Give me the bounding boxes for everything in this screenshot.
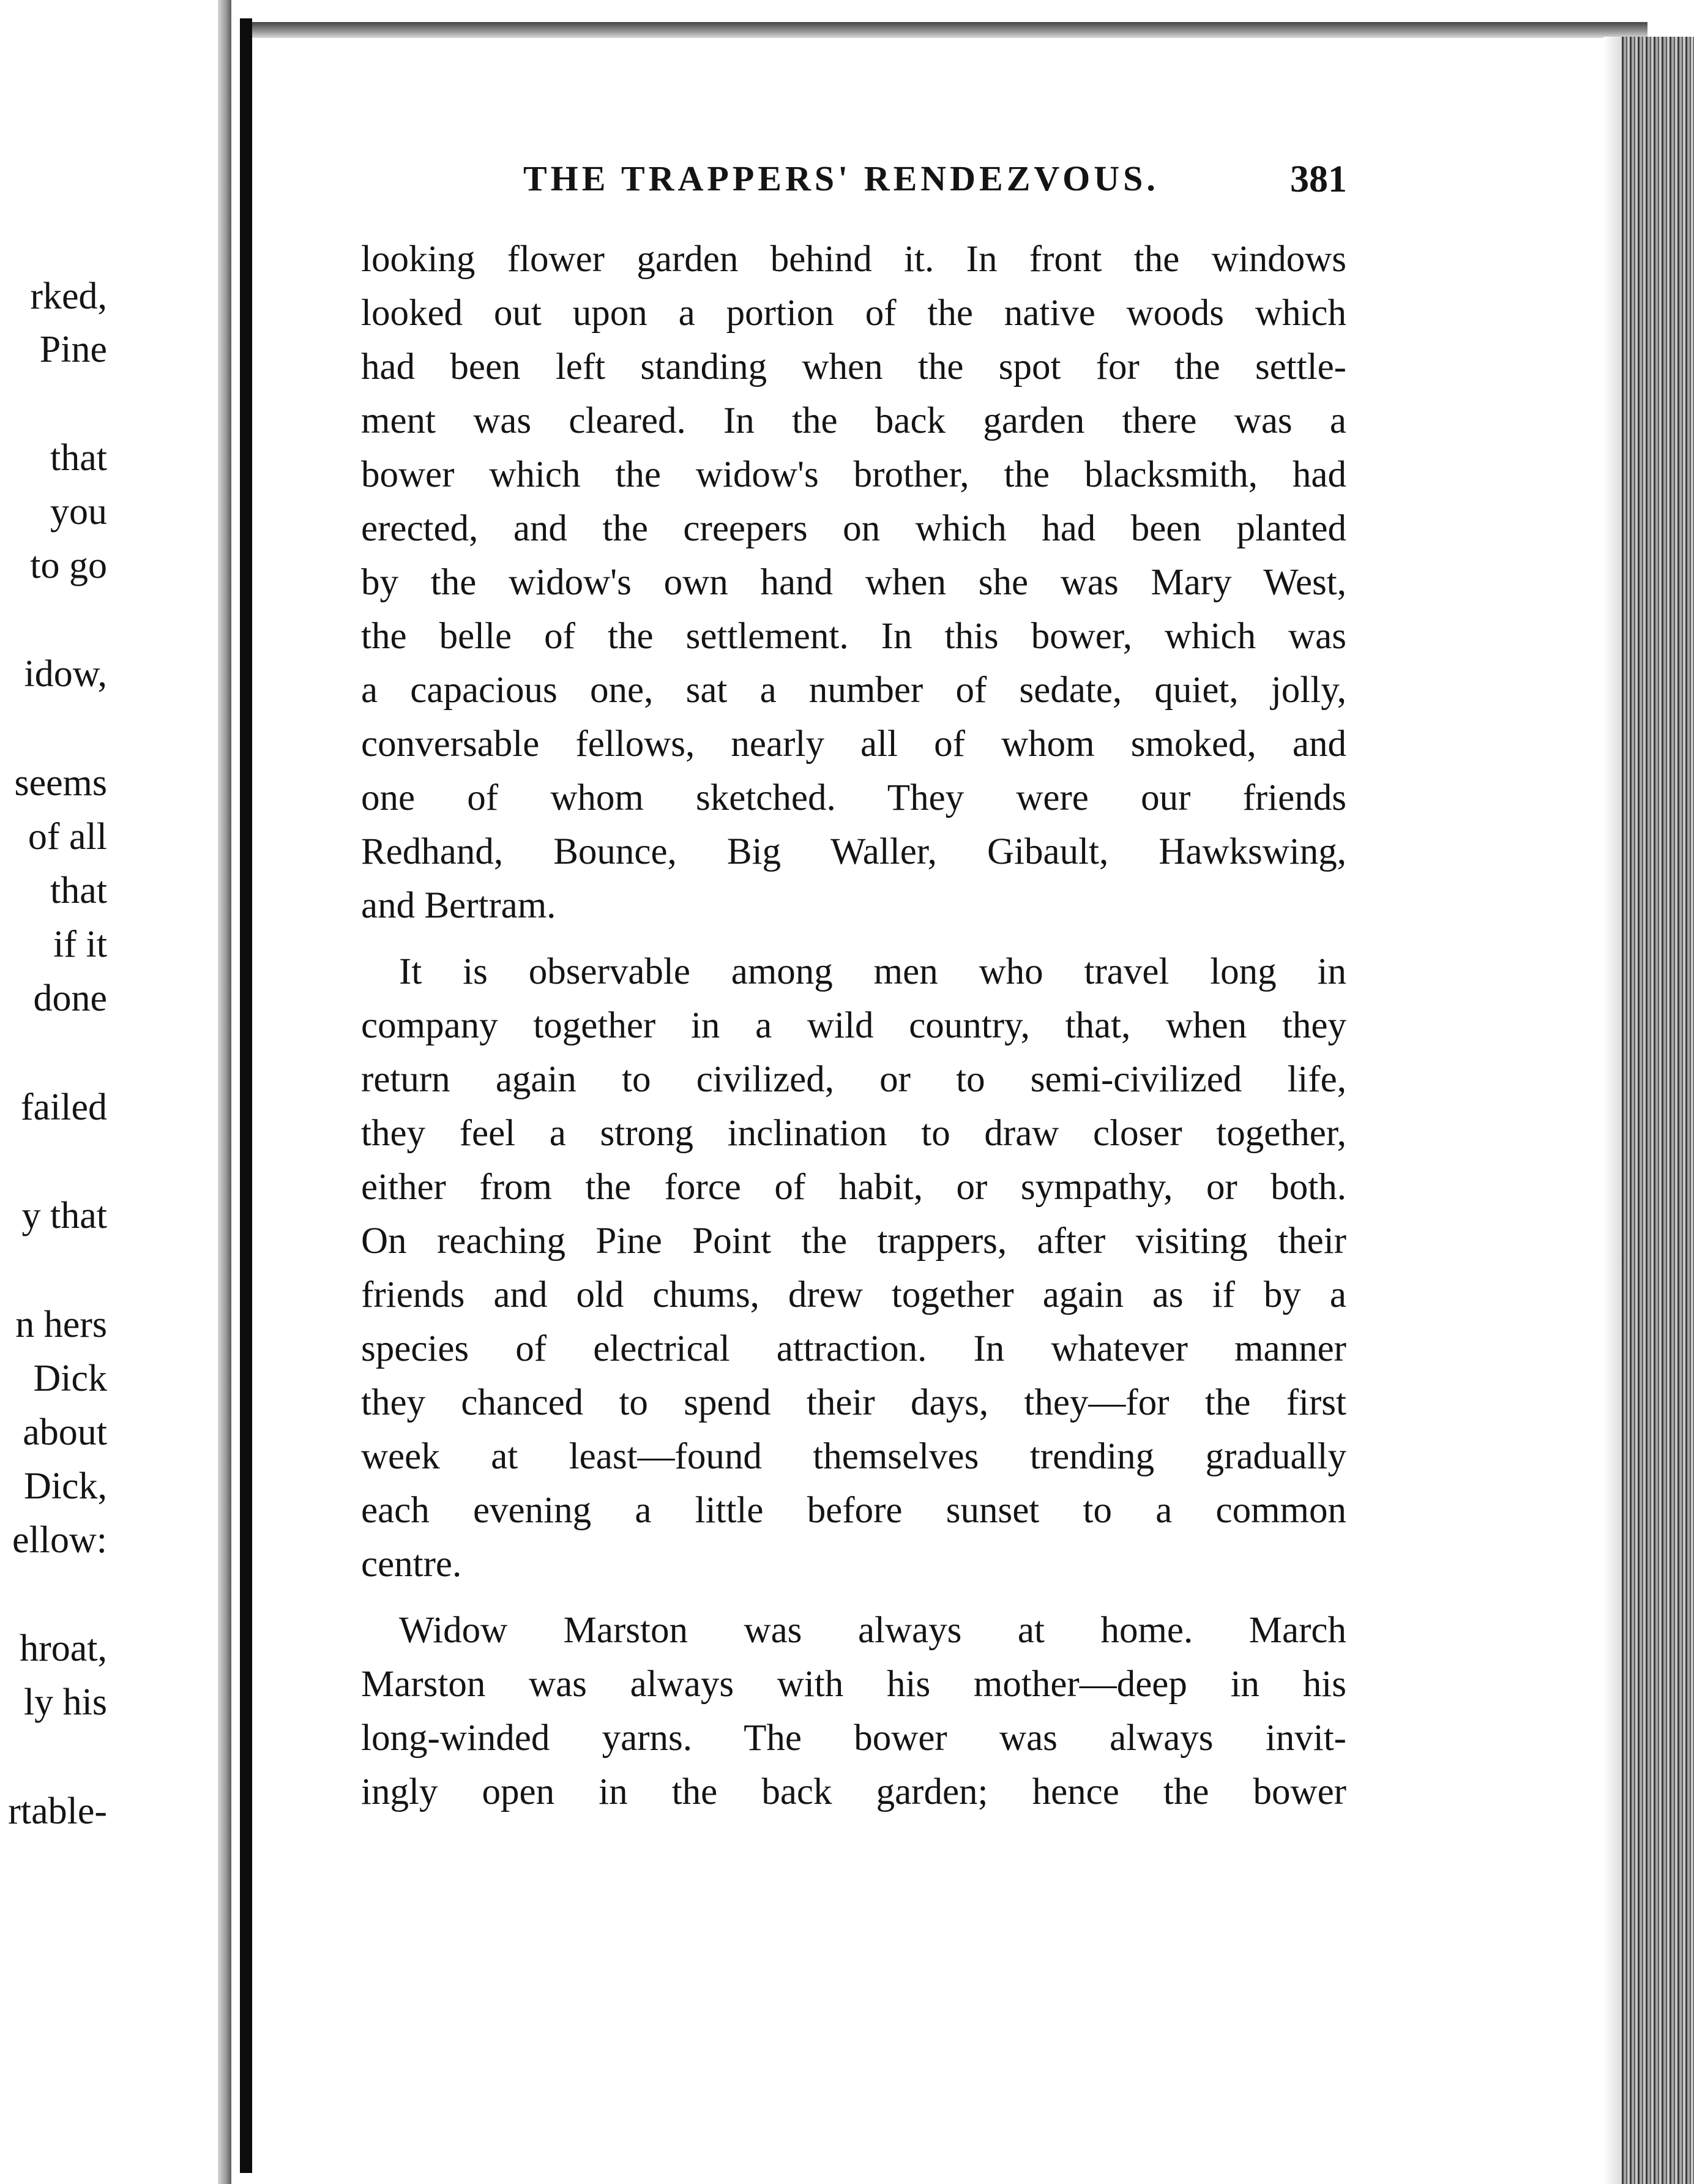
facing-page-line: about	[23, 1412, 107, 1453]
text-line: and Bertram.	[361, 885, 556, 926]
text-line: centre.	[361, 1544, 462, 1585]
facing-page-line: hroat,	[20, 1628, 107, 1669]
text-line: ment was cleared. In the back garden there was a	[361, 400, 1346, 441]
text-line: species of electrical attraction. In whatever manner	[361, 1328, 1346, 1369]
facing-page-line: of all	[28, 816, 107, 858]
page-top-edge	[252, 22, 1647, 38]
page-fold-shadow	[218, 0, 231, 2184]
text-line: conversable fellows, nearly all of whom smoked, and	[361, 724, 1346, 765]
body-text	[361, 233, 1346, 1819]
facing-page-line: ly his	[23, 1681, 107, 1723]
text-line: week at least—found themselves trending gradually	[361, 1436, 1346, 1477]
facing-page-line: failed	[20, 1086, 107, 1128]
facing-page-line: ellow:	[12, 1519, 107, 1561]
text-line: bower which the widow's brother, the blacksmith, had	[361, 454, 1346, 495]
paragraph	[361, 233, 1346, 933]
running-head: THE TRAPPERS' RENDEZVOUS.	[523, 159, 1159, 198]
page-stack-edge	[1622, 37, 1694, 2184]
facing-page-line: to go	[30, 545, 107, 586]
facing-page-line: you	[50, 491, 107, 533]
text-line: either from the force of habit, or sympathy, or both.	[361, 1167, 1346, 1208]
facing-page-line: that	[50, 870, 107, 911]
text-line: friends and old chums, drew together again as if by a	[361, 1274, 1346, 1315]
facing-page-line: rtable-	[8, 1790, 107, 1832]
paragraph	[361, 945, 1346, 1591]
text-line: each evening a little before sunset to a common	[361, 1490, 1346, 1531]
facing-page-line: n hers	[15, 1304, 107, 1345]
facing-page-line: idow,	[24, 653, 107, 695]
facing-page-line: Dick	[33, 1358, 107, 1399]
facing-page-line: rked,	[30, 275, 107, 317]
facing-page-line: if it	[53, 924, 107, 965]
text-line: long-winded yarns. The bower was always invit-	[361, 1718, 1346, 1759]
facing-page-line: y that	[21, 1195, 107, 1236]
text-line: a capacious one, sat a number of sedate, quiet, jolly,	[361, 670, 1346, 711]
text-line: had been left standing when the spot for the settle-	[361, 346, 1346, 387]
text-line: Redhand, Bounce, Big Waller, Gibault, Hawkswing,	[361, 831, 1346, 872]
text-line: company together in a wild country, that, when they	[361, 1005, 1346, 1046]
text-line: looking flower garden behind it. In front the windows	[361, 239, 1346, 280]
text-line: looked out upon a portion of the native woods which	[361, 293, 1346, 334]
facing-page-line: Pine	[39, 329, 107, 370]
facing-page-fragment	[0, 0, 228, 2184]
text-line: ingly open in the back garden; hence the bower	[361, 1771, 1346, 1812]
text-line: Widow Marston was always at home. March	[399, 1610, 1346, 1651]
facing-page-line: Dick,	[23, 1465, 107, 1507]
text-line: they chanced to spend their days, they—for the first	[361, 1382, 1346, 1423]
text-line: they feel a strong inclination to draw closer together,	[361, 1113, 1346, 1154]
text-line: erected, and the creepers on which had been planted	[361, 508, 1346, 549]
text-line: return again to civilized, or to semi-civilized life,	[361, 1059, 1346, 1100]
text-line: by the widow's own hand when she was Mary West,	[361, 562, 1346, 603]
facing-page-line: that	[50, 437, 107, 479]
text-line: It is observable among men who travel long in	[399, 951, 1346, 992]
facing-page-line: done	[33, 978, 107, 1019]
paragraph-gap	[361, 1591, 1346, 1604]
text-line: Marston was always with his mother—deep in his	[361, 1664, 1346, 1705]
text-line: one of whom sketched. They were our friends	[361, 777, 1346, 818]
text-line: On reaching Pine Point the trappers, after visiting their	[361, 1221, 1346, 1262]
paragraph	[361, 1604, 1346, 1819]
book-binding-gutter	[240, 18, 252, 2173]
facing-page-line: seems	[14, 762, 107, 804]
paragraph-gap	[361, 933, 1346, 945]
text-line: the belle of the settlement. In this bower, which was	[361, 616, 1346, 657]
page-number: 381	[1290, 159, 1347, 200]
